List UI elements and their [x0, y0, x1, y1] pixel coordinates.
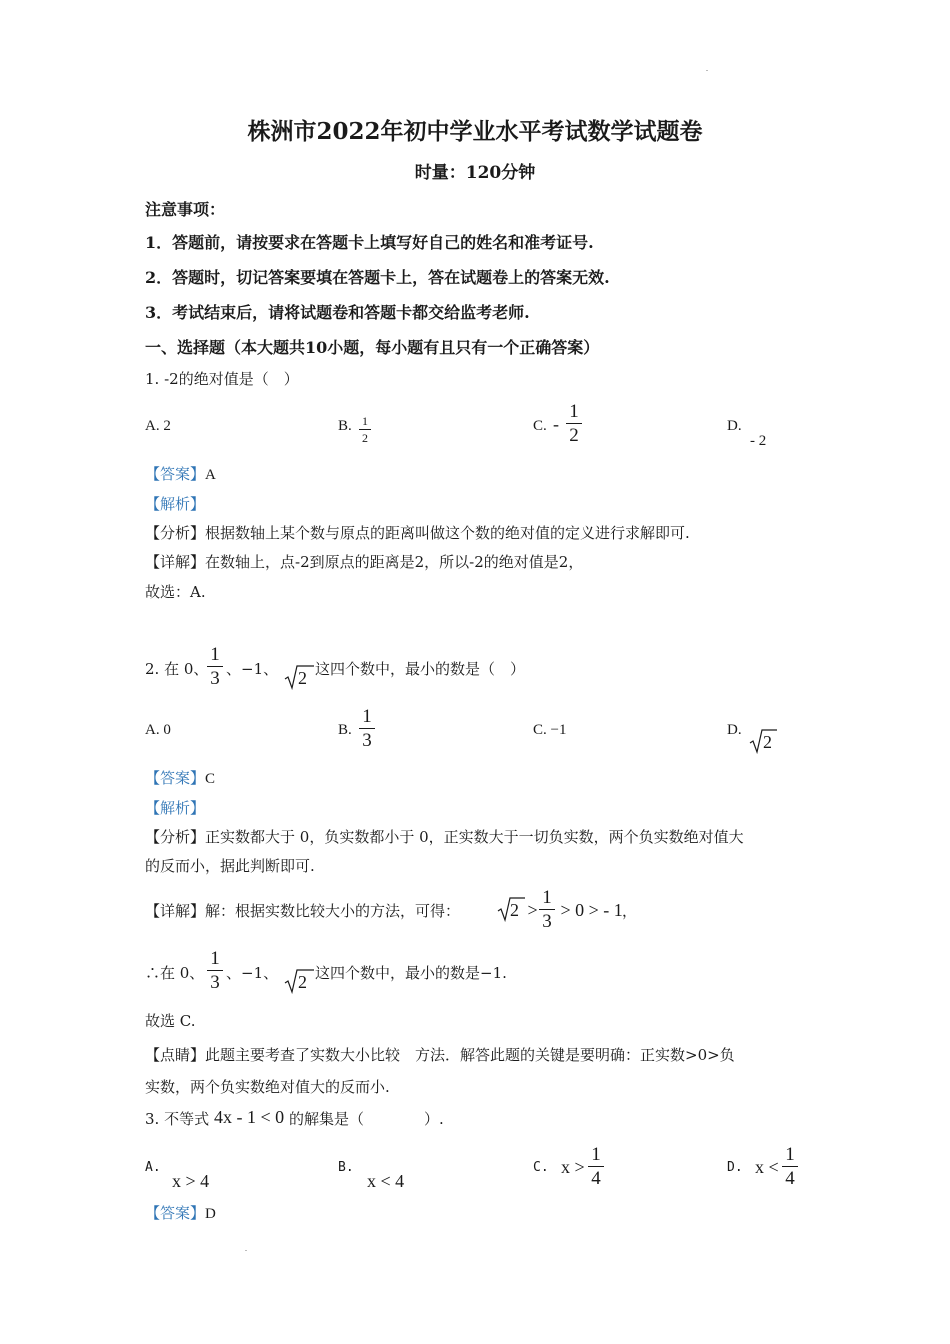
q2-xiangjie-comma: ， [622, 902, 638, 920]
q2-stem-post: 这四个数中，最小的数是（ ） [315, 660, 526, 678]
q2-fenxi-line1: 【分析】正实数都大于 0，负实数都小于 0，正实数大于一切负实数，两个负实数绝对值大 [145, 828, 744, 846]
q1-option-c-label: C. [533, 418, 547, 434]
q1-option-d-label: D. [727, 418, 742, 434]
q2-analysis-tag: 【解析】 [145, 799, 206, 817]
q2-therefore-numerator: 1 [210, 948, 220, 969]
q3-option-c-pre: x > [561, 1157, 585, 1177]
q1-conclusion: 故选：A. [145, 583, 206, 601]
q2-option-d-sqrt-value: 2 [763, 732, 772, 752]
q2-therefore-post: 这四个数中，最小的数是−1. [315, 964, 507, 982]
q2-option-b-label: B. [338, 722, 352, 738]
notice-item-2: 2．答题时，切记答案要填在答题卡上，答在试题卷上的答案无效. [145, 268, 610, 287]
q1-stem: 1. -2的绝对值是（ ） [145, 370, 299, 388]
page-speck [245, 1250, 247, 1251]
page-speck [706, 70, 708, 71]
q2-answer: 【答案】C [145, 769, 216, 787]
page-title: 株洲市2022年初中学业水平考试数学试题卷 [247, 118, 703, 145]
q1-option-a: A. 2 [145, 418, 171, 434]
notice-heading: 注意事项： [145, 200, 226, 219]
q2-therefore-fraction [207, 949, 223, 992]
q2-option-c: C. −1 [533, 722, 567, 738]
q1-option-b-label: B. [338, 418, 352, 434]
q3-option-d-fraction [782, 1145, 798, 1188]
q2-option-d-sqrt [749, 728, 777, 758]
q2-dianjing-line2: 实数，两个负实数绝对值大的反而小. [145, 1078, 390, 1096]
q3-c-numerator: 1 [591, 1144, 601, 1165]
q2-xiangjie-numerator: 1 [542, 887, 552, 908]
q1-xiangjie: 【详解】在数轴上，点-2到原点的距离是2，所以-2的绝对值是2， [145, 553, 584, 571]
q3-stem-post: 的解集是（ ）. [289, 1110, 444, 1128]
notice-item-3: 3．考试结束后，请将试题卷和答题卡都交给监考老师. [145, 303, 530, 322]
q1-option-c-minus: - [553, 414, 559, 434]
exam-duration: 时量：120分钟 [414, 163, 536, 183]
q3-option-a-label: A. [145, 1160, 161, 1175]
q2-therefore-sqrt-value: 2 [298, 972, 307, 992]
q2-stem-numerator: 1 [210, 644, 220, 665]
q2-xiangjie-gt: > [523, 900, 543, 920]
q2-dianjing-line1: 【点睛】此题主要考查了实数大小比较 方法．解答此题的关键是要明确：正实数>0>负 [145, 1046, 735, 1064]
q2-option-a: A. 0 [145, 722, 171, 738]
q2-stem-pre: 2. 在 0、 [145, 660, 209, 678]
q2-conclusion: 故选 C. [145, 1012, 196, 1030]
q2-stem-fraction [207, 645, 223, 688]
q3-option-c-label: C. [533, 1160, 549, 1175]
q1-b-denominator: 2 [362, 431, 368, 445]
q3-c-denominator: 4 [591, 1168, 601, 1189]
q2-xiangjie-pre: 【详解】解：根据实数比较大小的方法，可得： [145, 902, 461, 920]
q1-fenxi: 【分析】根据数轴上某个数与原点的距离叫做这个数的绝对值的定义进行求解即可. [145, 524, 690, 542]
q3-option-b: x < 4 [367, 1171, 405, 1191]
q2-stem-denominator: 3 [210, 668, 220, 689]
q2-xiangjie-rest: > 0 > - 1 [556, 900, 623, 920]
q2-therefore-pre: ∴在 0、 [145, 964, 205, 982]
q2-xiangjie-sqrt-value: 2 [510, 900, 519, 920]
q3-d-numerator: 1 [785, 1144, 795, 1165]
q2-b-numerator: 1 [362, 706, 372, 727]
q2-xiangjie-sqrt [497, 896, 525, 926]
q2-stem-sqrt [284, 664, 314, 694]
q1-answer: 【答案】A [145, 465, 216, 483]
q1-b-numerator: 1 [362, 414, 368, 428]
q2-stem-sqrt-value: 2 [298, 668, 307, 688]
q3-stem-pre: 3. 不等式 [145, 1110, 210, 1128]
q2-therefore-denominator: 3 [210, 972, 220, 993]
q3-option-d-pre: x < [755, 1157, 779, 1177]
q2-option-b-fraction [359, 707, 375, 750]
section-heading: 一、选择题（本大题共10小题，每小题有且只有一个正确答案） [145, 338, 600, 357]
q2-xiangjie-fraction [539, 888, 555, 931]
q1-option-d-value: - 2 [750, 433, 767, 449]
q2-b-denominator: 3 [362, 730, 372, 751]
q3-answer: 【答案】D [145, 1204, 216, 1222]
q2-stem-mid: 、−1、 [226, 660, 279, 678]
q3-inequality: 4x - 1 < 0 [214, 1107, 285, 1127]
q2-option-d-label: D. [727, 722, 742, 738]
q3-d-denominator: 4 [785, 1168, 795, 1189]
q1-option-c-fraction [566, 402, 582, 445]
q2-xiangjie-denominator: 3 [542, 911, 552, 932]
q3-option-c-fraction [588, 1145, 604, 1188]
q3-option-b-label: B. [338, 1160, 354, 1175]
q1-analysis-tag: 【解析】 [145, 495, 206, 513]
q2-fenxi-line2: 的反而小，据此判断即可. [145, 857, 315, 875]
q1-c-numerator: 1 [569, 401, 579, 422]
q2-therefore-mid: 、−1、 [226, 964, 279, 982]
q1-option-b-fraction [359, 415, 371, 444]
notice-item-1: 1．答题前，请按要求在答题卡上填写好自己的姓名和准考证号. [145, 233, 594, 252]
q3-option-a: x > 4 [172, 1171, 210, 1191]
q2-therefore-sqrt [284, 968, 314, 998]
q3-option-d-label: D. [727, 1160, 743, 1175]
q1-c-denominator: 2 [569, 425, 579, 446]
